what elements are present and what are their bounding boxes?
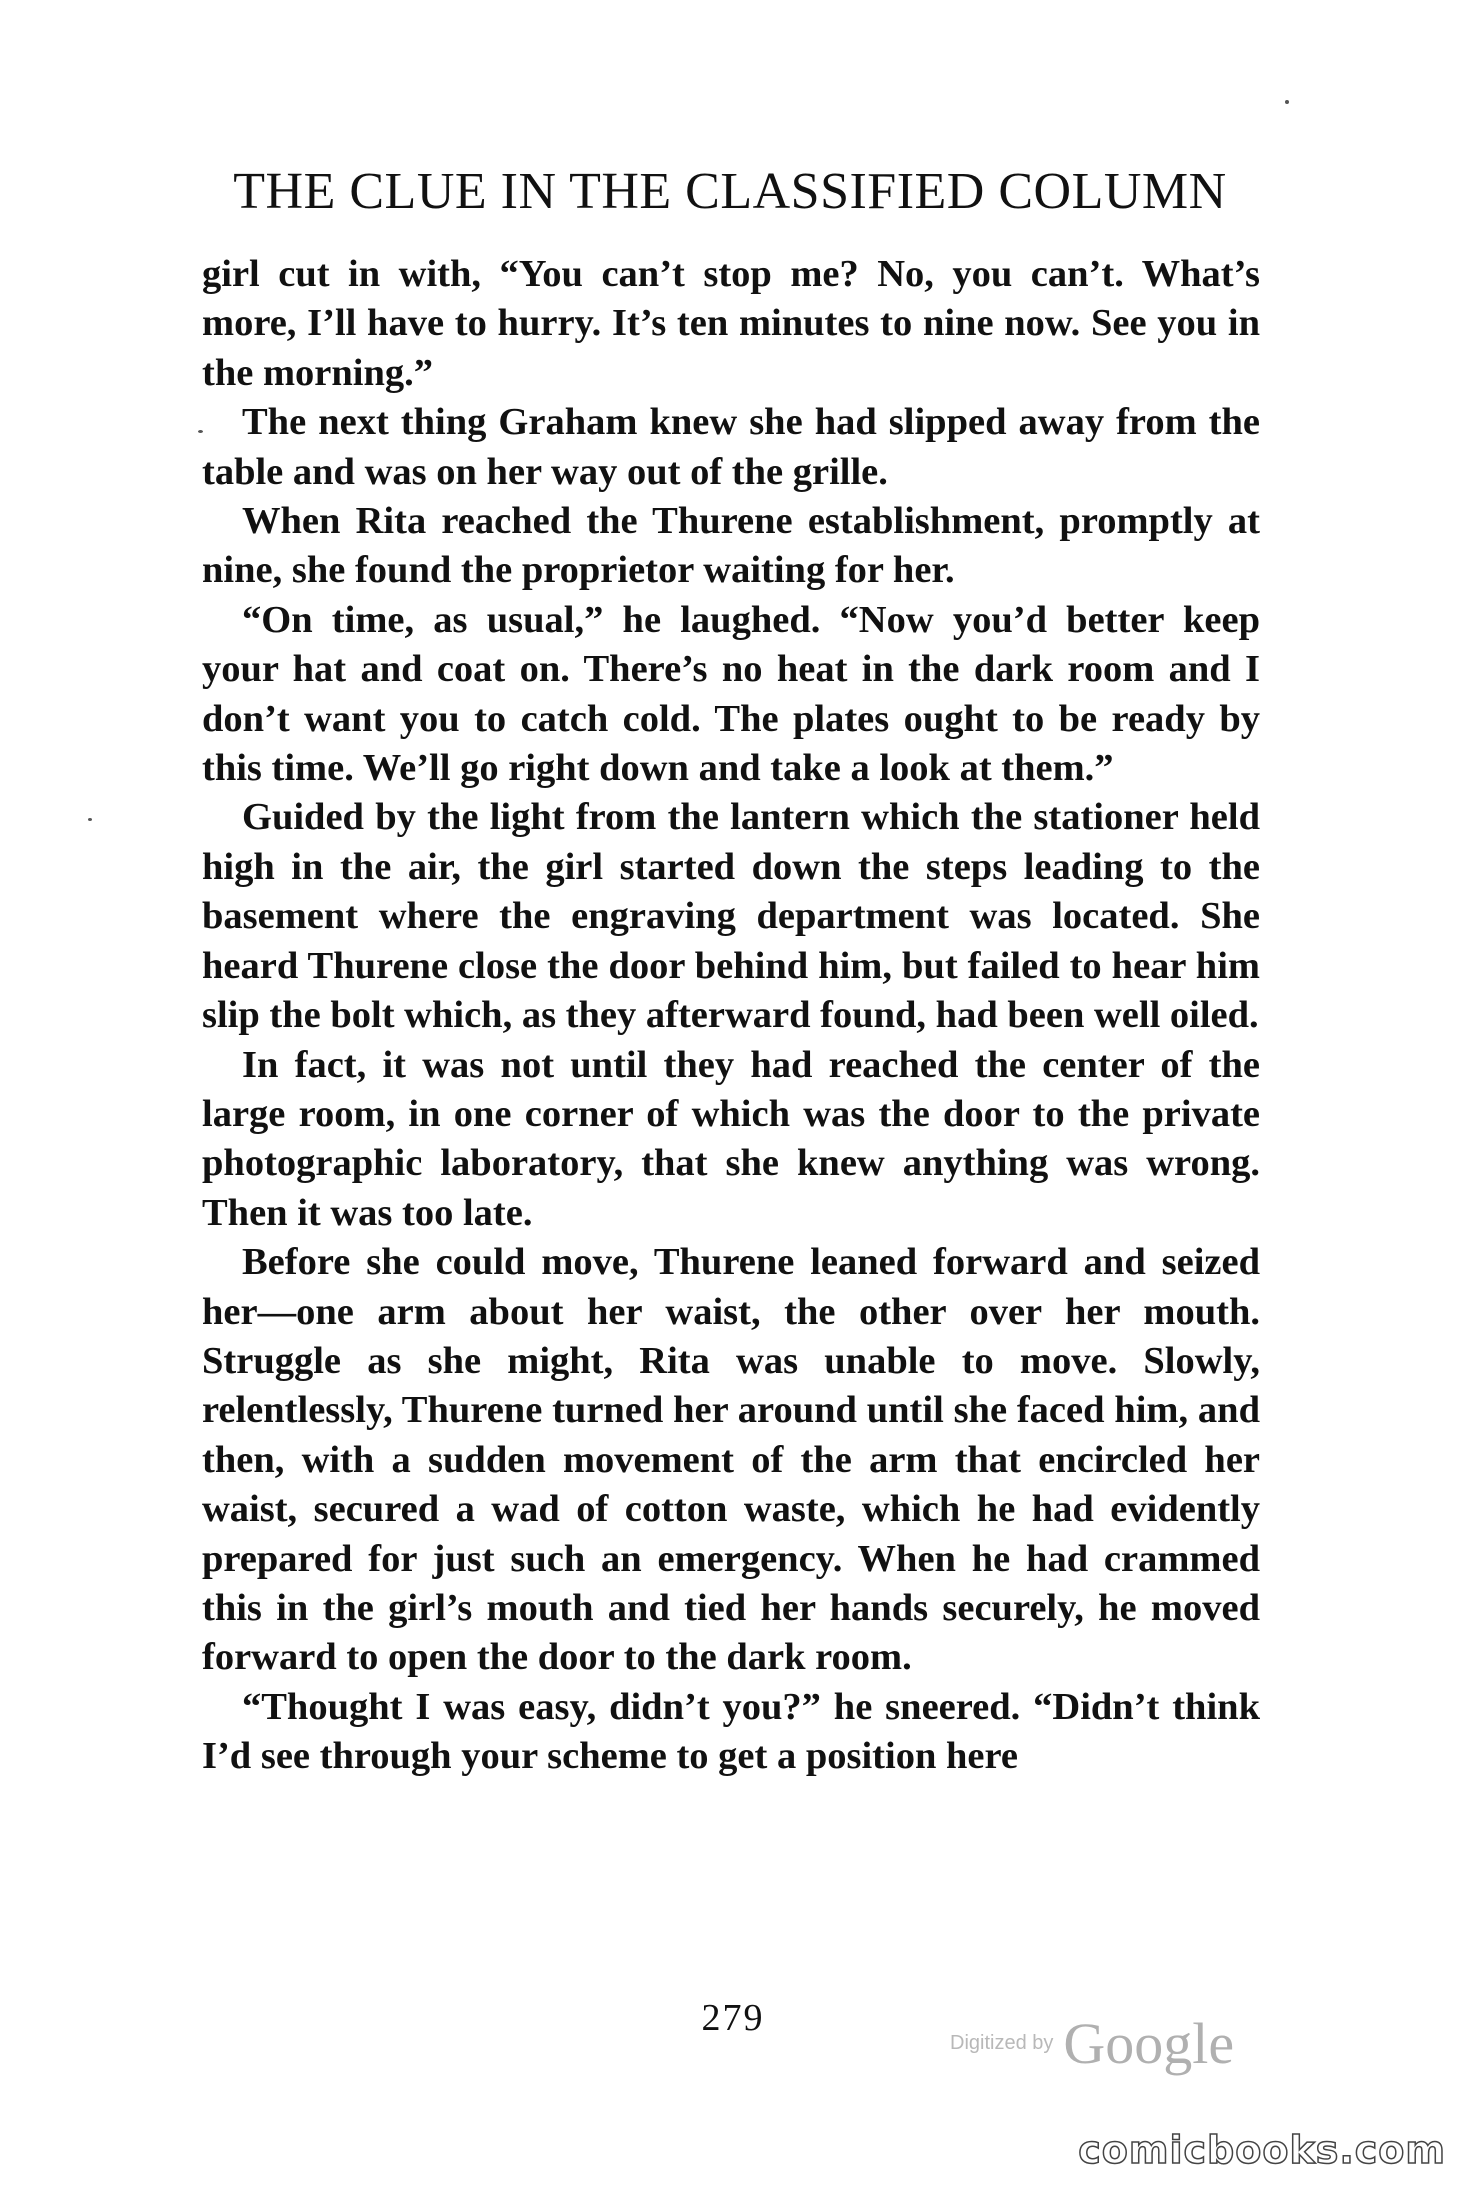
print-speck xyxy=(1285,100,1289,104)
paragraph: The next thing Graham knew she had slipped away from the table and was on her way out of the grille. xyxy=(202,401,1260,493)
paragraph: girl cut in with, “You can’t stop me? No, you can’t. What’s more, I’ll have to hurry. It’s ten minutes to nine now. See you in the morning.” xyxy=(202,253,1260,394)
paragraph: “On time, as usual,” he laughed. “Now you’d better keep your hat and coat on. There’s no heat in the dark room and I don’t want you to catch cold. The plates ought to be ready by this time. We’ll go right down and take a look at them.” xyxy=(202,598,1260,790)
body-text xyxy=(202,250,1260,1782)
watermark: comicbooks.com xyxy=(1078,2128,1446,2172)
paragraph: Before she could move, Thurene leaned forward and seized her—one arm about her waist, the other over her mouth. Struggle as she might, Rita was unable to move. Slowly, relentlessly, Thurene turned her around until she faced him, and then, with a sudden movement of the arm that encircled her waist, secured a wad of cotton waste, which he had evidently prepared for just such an emergency. When he had crammed this in the girl’s mouth and tied her hands securely, he moved forward to open the door to the dark room. xyxy=(202,1241,1260,1679)
digitized-by-stamp xyxy=(950,2010,1280,2074)
print-speck xyxy=(88,818,92,821)
paragraph: Guided by the light from the lantern which the stationer held high in the air, the girl started down the steps leading to the basement where the engraving department was located. She heard Thurene close the door behind him, but failed to hear him slip the bolt which, as they afterward found, had been well oiled. xyxy=(202,796,1260,1037)
paragraph: When Rita reached the Thurene establishment, promptly at nine, she found the proprietor waiting for her. xyxy=(202,500,1260,592)
digitized-prefix: Digitized by xyxy=(950,2032,1054,2054)
paragraph: In fact, it was not until they had reached the center of the large room, in one corner of which was the door to the private photographic laboratory, that she knew anything was wrong. Then it was too late. xyxy=(202,1043,1260,1234)
print-speck xyxy=(198,430,203,433)
page-title: THE CLUE IN THE CLASSIFIED COLUMN xyxy=(233,163,1227,220)
page-number: 279 xyxy=(701,1997,765,2039)
paragraph: “Thought I was easy, didn’t you?” he sneered. “Didn’t think I’d see through your scheme to get a position here xyxy=(202,1685,1260,1778)
google-logo: Google xyxy=(1063,2011,1235,2076)
